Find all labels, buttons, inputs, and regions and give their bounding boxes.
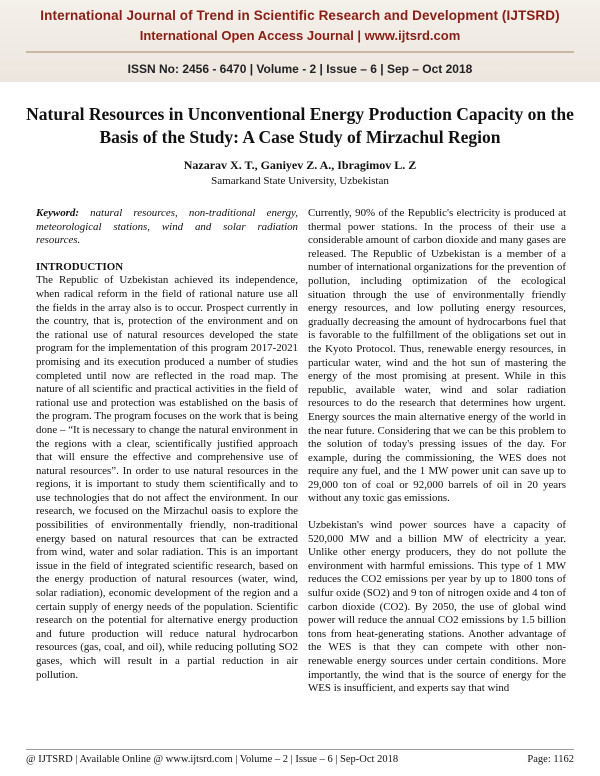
- footer-journal-info: @ IJTSRD | Available Online @ www.ijtsrd.com | Volume – 2 | Issue – 6 | Sep-Oct 2018: [26, 754, 399, 765]
- body-paragraph-1: Currently, 90% of the Republic's electricity is produced at thermal power stations. In the process of their use a considerable amount of carbon dioxide and many gases are released. The Republic of Uzbekistan is a member of a number of international organizations for the prevention of pollution, including optimization of the ecological situation through the use of environmentally friendly energy resources, and low polluting energy resources, gradually decreasing the amount of hydrocarbons fuel that is favorable to the fulfillment of the obligations set out in the Kyoto Protocol. Thus, renewable energy resources, in particular water, wind and the hot sun of mastering the energy of the most promising at present. While in this republic, available water, wind and solar radiation resources to do the research that determines how urgent. Energy sources the main alternative energy of the world in the near future. Considering that we can be this problem to the solution of today's pressing issues of the day. For example, during the commissioning, the WES does not require any fuel, and the 1 MW power unit can save up to 29,000 ton of coal or 92,000 barrels of oil in 20 years without any toxic gas emissions.: [308, 207, 566, 505]
- left-column: [36, 207, 298, 682]
- issn-line: ISSN No: 2456 - 6470 | Volume - 2 | Issue – 6 | Sep – Oct 2018: [127, 62, 473, 76]
- journal-header: [0, 0, 600, 82]
- affiliation: Samarkand State University, Uzbekistan: [211, 175, 389, 187]
- page-number: Page: 1162: [527, 754, 574, 765]
- journal-title: International Journal of Trend in Scientific Research and Development (IJTSRD): [40, 8, 560, 23]
- intro-paragraph: The Republic of Uzbekistan achieved its independence, when radical reform in the field of rational nature use all the fields in the array also is to occur. Prospect currently in the country, that is, protection of the environment and on the rational use of natural resources developed the state program for the implementation of this program 2017-2021 promising and its execution produced a number of studies completed until now are reflected in the road map. The nature of all scientific and practical activities in the field of rational use and protection was established on the basis of the program. The program focuses on the work that is being done – “It is necessary to change the natural environment in the regions with a clear, scientifically justified approach that will ensure the effective and comprehensive use of natural resources”. In order to use natural resources in the regions, it is important to study them scientifically and to use technologies that do not affect the environment. In our research, we focused on the Mirzachul oasis to explore the possibilities of environmentally friendly, non-traditional energy based on natural resources that can be extracted from wind, water and solar radiation. This is an important issue in the field of integrated scientific research, based on the energy production of natural resources (water, wind, solar radiation), economic development of the region and a certain supply of energy needs of the population. Scientific research on the potential for alternative energy production and future production will reduce natural hydrocarbon resources (gas, coal, and oil), while reducing polluting SO2 gases, which will result in a partial reduction in air pollution.: [36, 274, 298, 681]
- authors: Nazarav X. T., Ganiyev Z. A., Ibragimov L. Z: [183, 158, 417, 172]
- right-column: [308, 207, 566, 696]
- header-divider: [26, 51, 574, 53]
- paper-title: Natural Resources in Unconventional Energy Production Capacity on the Basis of the Study: A Case Study of Mirzachul Region: [26, 104, 574, 147]
- section-heading-introduction: INTRODUCTION: [36, 260, 124, 273]
- keywords-text: natural resources, non-traditional energy, meteorological stations, wind and solar radiation resources.: [36, 207, 298, 247]
- keywords: [36, 207, 298, 248]
- journal-subtitle: International Open Access Journal | www.ijtsrd.com: [139, 28, 461, 43]
- body-paragraph-2: Uzbekistan's wind power sources have a capacity of 520,000 MW and a billion MW of electricity a year. Unlike other energy producers, they do not pollute the environment with harmful emissions. This type of 1 MW reduces the CO2 emissions per year by up to 1800 tons of sulfur oxide (SO2) and 9 ton of nitrogen oxide and 4 ton of carbon dioxide (CO2). By 2050, the use of global wind power will reduce the annual CO2 emissions by 1.5 billion tons from heat-generating stations. Another advantage of the WES is that they can compete with other non-renewable energy sources under certain conditions. More importantly, the wind that is the source of energy for the WES is insufficient, and experts say that wind: [308, 519, 566, 695]
- footer-divider: [26, 749, 574, 750]
- page-footer: [26, 754, 574, 765]
- keywords-label: Keyword:: [36, 207, 79, 219]
